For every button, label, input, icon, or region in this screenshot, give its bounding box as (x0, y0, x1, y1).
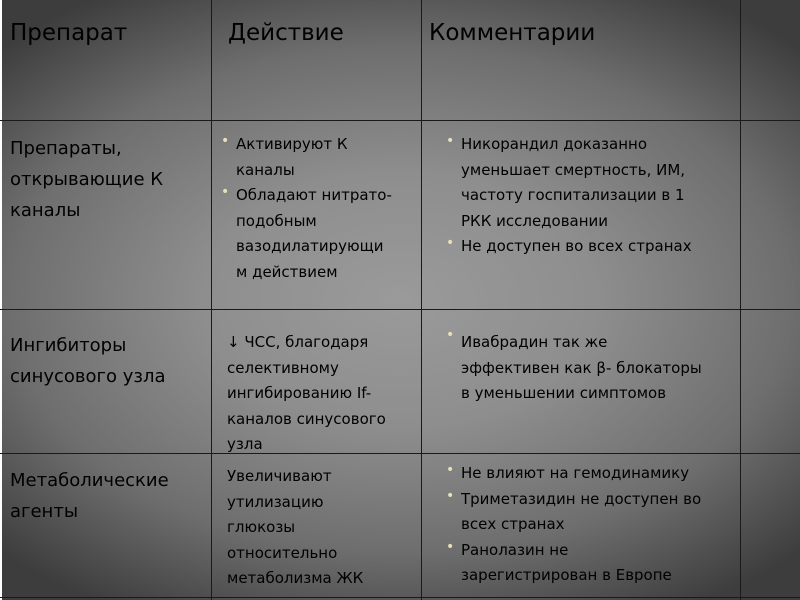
row2-drug (10, 330, 205, 392)
row-edge-2 (0, 310, 2, 453)
action-line: утилизацию (227, 492, 324, 511)
drug-line: каналы (10, 200, 81, 221)
row-edge-3 (0, 454, 2, 600)
row1-comments (446, 132, 738, 260)
bullet-item (446, 461, 738, 487)
row3-comments (446, 461, 738, 589)
bullet-line: Никорандил доказанно (461, 135, 648, 153)
header-comments: Комментарии (429, 20, 596, 46)
action-line: метаболизма ЖК (227, 569, 364, 587)
bullet-line: эффективен как β- блокаторы (461, 358, 702, 377)
bullet-line: Ранолазин не (461, 540, 569, 559)
bullet-line: Триметазидин не доступен во (461, 489, 702, 508)
action-line: глюкозы (227, 518, 296, 536)
row1-drug (10, 133, 205, 226)
action-line: относительно (227, 543, 338, 562)
drug-line: агенты (10, 501, 79, 522)
drug-line: Метаболические (10, 470, 169, 491)
row1-action (221, 132, 419, 285)
col-divider (211, 0, 212, 600)
bullet-item (446, 487, 738, 538)
row-edge-1 (0, 121, 2, 309)
bullet-line: Активируют К (236, 135, 348, 153)
bullet-icon: • (446, 235, 455, 251)
drug-line: Препараты, (10, 138, 122, 159)
row2-comments (446, 327, 738, 407)
row3-action (227, 464, 419, 592)
drug-line: Ингибиторы (10, 335, 127, 356)
bullet-line: каналы (236, 160, 295, 179)
bullet-line: Не доступен во всех странах (461, 237, 692, 255)
row-edge-header (0, 0, 2, 120)
drug-line: синусового узла (10, 366, 166, 387)
header-action: Действие (228, 20, 344, 46)
bullet-line: в уменьшении симптомов (461, 384, 667, 402)
bullet-item (446, 234, 738, 260)
bullet-icon: • (221, 184, 230, 200)
header-drug: Препарат (10, 20, 128, 46)
bullet-line: Не влияют на гемодинамику (461, 464, 690, 482)
action-line: узла (227, 435, 263, 453)
bullet-line: подобным (236, 211, 317, 230)
col-divider (421, 0, 422, 600)
bullet-icon: • (446, 538, 455, 555)
bullet-icon: • (446, 462, 455, 478)
row-divider (0, 597, 800, 598)
bullet-line: уменьшает смертность, ИМ, (461, 160, 686, 179)
drug-line: открывающие К (10, 169, 164, 190)
bullet-icon: • (221, 133, 230, 149)
row2-action (227, 330, 419, 458)
bullet-item (446, 327, 738, 407)
bullet-line: Ивабрадин так же (461, 333, 608, 351)
bullet-line: РКК исследовании (461, 211, 609, 230)
bullet-line: зарегистрирован в Европе (461, 566, 672, 584)
bullet-line: м действием (236, 262, 338, 281)
row-divider (0, 120, 800, 121)
bullet-item (221, 132, 419, 183)
bullet-icon: • (446, 327, 455, 343)
bullet-icon: • (446, 133, 455, 149)
bullet-item (446, 538, 738, 589)
bullet-line: Обладают нитрато- (236, 186, 392, 204)
row3-drug (10, 465, 205, 527)
col-divider (740, 0, 741, 600)
bullet-item (446, 132, 738, 234)
action-line: каналов синусового (227, 409, 386, 428)
bullet-line: вазодилатирующи (236, 237, 384, 255)
bullet-line: всех странах (461, 515, 565, 533)
action-line: Увеличивают (227, 467, 332, 485)
action-line: ↓ ЧСС, благодаря (227, 333, 369, 351)
bullet-line: частоту госпитализации в 1 (461, 186, 685, 204)
bullet-icon: • (446, 487, 455, 504)
action-line: ингибированию If- (227, 384, 372, 402)
action-line: селективному (227, 358, 339, 377)
bullet-item (221, 183, 419, 285)
row-divider (0, 309, 800, 310)
